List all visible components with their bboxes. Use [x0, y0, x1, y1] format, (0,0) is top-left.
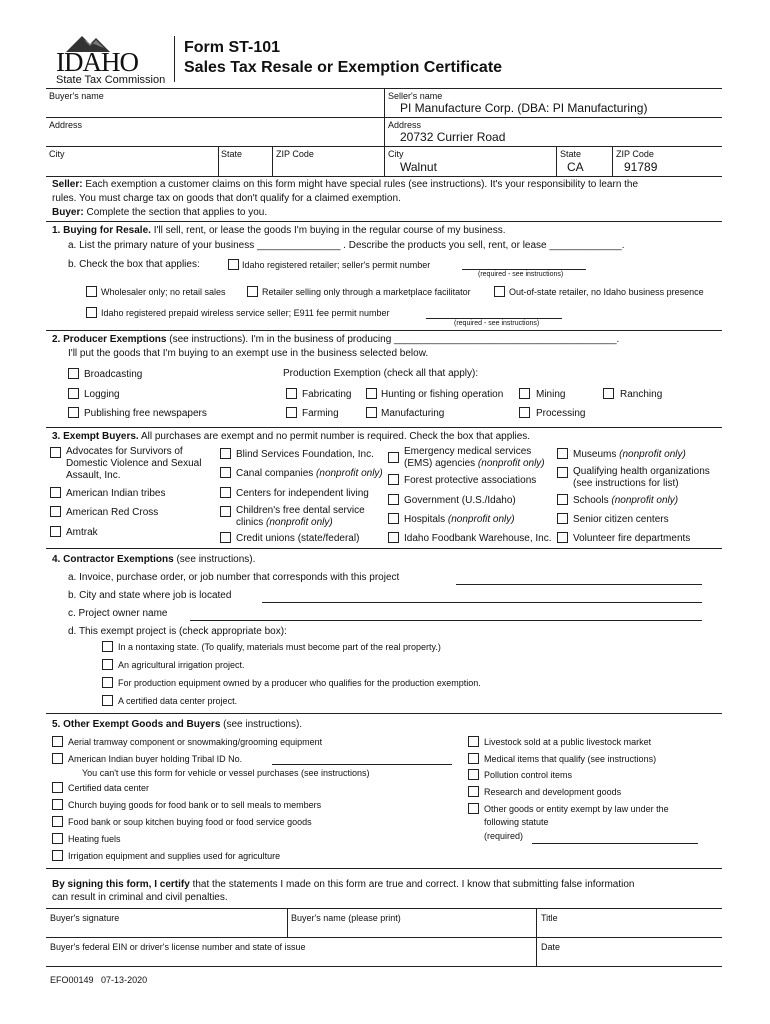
sig-bottom-rule — [46, 966, 722, 967]
s4-b: b. City and state where job is located — [68, 590, 232, 601]
medical-items-label: Medical items that qualify (see instructions) — [484, 754, 657, 764]
broadcasting-label: Broadcasting — [84, 369, 143, 380]
foodbank-checkbox[interactable] — [388, 532, 399, 543]
row-rule-3 — [46, 176, 722, 177]
blind-services-checkbox[interactable] — [220, 448, 231, 459]
health-orgs-label-1: Qualifying health organizations — [573, 466, 710, 477]
ems-note: (nonprofit only) — [477, 458, 545, 469]
production-heading: Production Exemption (check all that apply): — [283, 368, 479, 379]
idaho-logo — [44, 30, 172, 86]
seller-zip-field[interactable]: 91789 — [624, 160, 658, 174]
government-checkbox[interactable] — [388, 494, 399, 505]
buyer-print-name-label: Buyer's name (please print) — [291, 913, 401, 923]
fabricating-label: Fabricating — [302, 389, 352, 400]
idaho-retailer-label: Idaho registered retailer; seller's permit number — [242, 260, 431, 270]
nontaxing-state-label: In a nontaxing state. (To qualify, materials must become part of the real property.) — [118, 642, 441, 652]
health-orgs-checkbox[interactable] — [557, 467, 568, 478]
date-field[interactable] — [540, 951, 720, 965]
date-label: Date — [541, 942, 561, 952]
title-label: Title — [541, 913, 558, 923]
prepaid-wireless-label: Idaho registered prepaid wireless service seller; E911 fee permit number — [101, 308, 390, 318]
sig-mid-rule — [46, 937, 722, 938]
broadcasting-checkbox[interactable] — [68, 368, 79, 379]
buyer-state-field[interactable] — [220, 158, 270, 174]
wholesaler-label: Wholesaler only; no retail sales — [101, 287, 226, 297]
hospitals-note: (nonprofit only) — [447, 514, 515, 525]
schools-checkbox[interactable] — [557, 494, 568, 505]
tribal-id-line[interactable] — [272, 764, 452, 765]
dental-checkbox[interactable] — [220, 506, 231, 517]
tribal-id-checkbox[interactable] — [52, 753, 63, 764]
data-center-project-checkbox[interactable] — [102, 695, 113, 706]
irrigation-project-label: An agricultural irrigation project. — [118, 660, 245, 670]
seller-name-label: Seller's name — [388, 91, 443, 101]
form-title: Sales Tax Resale or Exemption Certificate — [184, 59, 503, 76]
food-bank-label: Food bank or soup kitchen buying food or food service goods — [68, 817, 312, 827]
out-of-state-checkbox[interactable] — [494, 286, 505, 297]
pollution-control-label: Pollution control items — [484, 770, 573, 780]
farming-label: Farming — [302, 408, 339, 419]
seller-city-label: City — [388, 149, 404, 159]
buyer-state-label: State — [221, 149, 243, 159]
idaho-retailer-checkbox[interactable] — [228, 259, 239, 270]
other-goods-label-3: (required) — [484, 831, 524, 841]
seller-city-field[interactable]: Walnut — [400, 160, 437, 174]
production-equipment-checkbox[interactable] — [102, 677, 113, 688]
buyer-name-label: Buyer's name — [49, 91, 104, 101]
certified-data-center-label: Certified data center — [68, 783, 150, 793]
seller-address-label: Address — [388, 120, 422, 130]
s2-heading — [52, 334, 619, 345]
s5-title: 5. Other Exempt Goods and Buyers — [52, 719, 221, 730]
sig-divider-1 — [287, 908, 288, 937]
row-rule-1 — [46, 117, 722, 118]
buyer-city-field[interactable] — [48, 158, 214, 174]
irrigation-equipment-label: Irrigation equipment and supplies used for agriculture — [68, 851, 281, 861]
museums-text: Museums — [573, 449, 620, 460]
section-rule-4 — [46, 548, 722, 549]
processing-checkbox[interactable] — [519, 407, 530, 418]
agency-name: State Tax Commission — [56, 74, 166, 86]
amtrak-checkbox[interactable] — [50, 526, 61, 537]
out-of-state-label: Out-of-state retailer, no Idaho business presence — [509, 287, 704, 297]
logging-checkbox[interactable] — [68, 388, 79, 399]
independent-living-checkbox[interactable] — [220, 487, 231, 498]
ems-text: (EMS) agencies — [404, 458, 478, 469]
footer — [50, 975, 147, 985]
processing-label: Processing — [536, 408, 586, 419]
wholesaler-checkbox[interactable] — [86, 286, 97, 297]
s4-c: c. Project owner name — [68, 608, 168, 619]
schools-label — [573, 495, 678, 506]
seller-address-field[interactable]: 20732 Currier Road — [400, 130, 506, 144]
s1-heading — [52, 225, 505, 236]
s1-a: a. List the primary nature of your business _______________ . Describe the products you sell, rent, or lease _____________. — [68, 240, 625, 251]
museums-note: (nonprofit only) — [619, 449, 686, 460]
publishing-label: Publishing free newspapers — [84, 408, 207, 419]
heating-fuels-label: Heating fuels — [68, 834, 121, 844]
hunting-checkbox[interactable] — [366, 388, 377, 399]
credit-unions-label: Credit unions (state/federal) — [236, 533, 360, 544]
museums-checkbox[interactable] — [557, 448, 568, 459]
other-goods-checkbox[interactable] — [468, 803, 479, 814]
buyer-zip-field[interactable] — [274, 158, 382, 174]
form-code: EFO00149 — [50, 975, 94, 985]
tribal-note: You can't use this form for vehicle or vessel purchases (see instructions) — [82, 768, 370, 778]
s2-title-rest: (see instructions). I'm in the business of producing ________________________________________. — [166, 334, 620, 345]
intro-buyer-lead: Buyer: — [52, 207, 84, 218]
s5-heading — [52, 719, 302, 730]
tribal-id-label: American Indian buyer holding Tribal ID No. — [68, 754, 243, 764]
seller-state-field[interactable]: CA — [567, 160, 584, 174]
pollution-control-checkbox[interactable] — [468, 769, 479, 780]
seller-name-field[interactable]: PI Manufacture Corp. (DBA: PI Manufacturing) — [400, 101, 648, 115]
other-goods-label-1: Other goods or entity exempt by law under the — [484, 804, 669, 814]
red-cross-checkbox[interactable] — [50, 506, 61, 517]
s4-heading — [52, 554, 255, 565]
marketplace-checkbox[interactable] — [247, 286, 258, 297]
hospitals-text: Hospitals — [404, 514, 448, 525]
american-indian-tribes-label: American Indian tribes — [66, 488, 166, 499]
senior-label: Senior citizen centers — [573, 514, 669, 525]
credit-unions-checkbox[interactable] — [220, 532, 231, 543]
certify-text-2: can result in criminal and civil penalties. — [52, 892, 228, 903]
form-date: 07-13-2020 — [101, 975, 148, 985]
amtrak-label: Amtrak — [66, 527, 98, 538]
buyer-address-field[interactable] — [48, 129, 380, 145]
mining-checkbox[interactable] — [519, 388, 530, 399]
intro-buyer — [52, 207, 267, 218]
buyer-signature-label: Buyer's signature — [50, 913, 120, 923]
title-field[interactable] — [540, 922, 720, 936]
s1-title: 1. Buying for Resale. — [52, 225, 151, 236]
fire-dept-label: Volunteer fire departments — [573, 533, 691, 544]
nontaxing-state-checkbox[interactable] — [102, 641, 113, 652]
research-label: Research and development goods — [484, 787, 622, 797]
ein-field[interactable] — [48, 951, 534, 965]
certify-lead: By signing this form, I certify — [52, 879, 190, 890]
canal-checkbox[interactable] — [220, 467, 231, 478]
american-indian-tribes-checkbox[interactable] — [50, 487, 61, 498]
dental-text: clinics — [236, 517, 267, 528]
canal-note: (nonprofit only) — [316, 468, 383, 479]
logging-label: Logging — [84, 389, 120, 400]
government-label: Government (U.S./Idaho) — [404, 495, 516, 506]
job-location-line[interactable] — [262, 602, 702, 603]
advocates-label-3: Assault, Inc. — [66, 470, 121, 481]
buyer-name-field[interactable] — [48, 100, 380, 116]
s4-a: a. Invoice, purchase order, or job number that corresponds with this project — [68, 572, 400, 583]
s4-d: d. This exempt project is (check appropriate box): — [68, 626, 287, 637]
row-rule-2 — [46, 146, 722, 147]
medical-items-checkbox[interactable] — [468, 753, 479, 764]
buyer-zip-rule — [272, 146, 273, 176]
section-rule-2 — [46, 330, 722, 331]
section-rule-6 — [46, 868, 722, 869]
sig-divider-2 — [536, 908, 537, 966]
advocates-checkbox[interactable] — [50, 447, 61, 458]
publishing-checkbox[interactable] — [68, 407, 79, 418]
production-equipment-label: For production equipment owned by a producer who qualifies for the production exemption. — [118, 678, 481, 688]
livestock-checkbox[interactable] — [468, 736, 479, 747]
ems-label-1: Emergency medical services — [404, 446, 532, 457]
dental-label-2 — [236, 517, 333, 528]
intro-buyer-text: Complete the section that applies to you. — [83, 207, 268, 218]
fabricating-checkbox[interactable] — [286, 388, 297, 399]
health-orgs-label-2: (see instructions for list) — [573, 478, 679, 489]
prepaid-wireless-checkbox[interactable] — [86, 307, 97, 318]
canal-text: Canal companies — [236, 468, 317, 479]
marketplace-label: Retailer selling only through a marketplace facilitator — [262, 287, 471, 297]
intro-seller-2: rules. You must charge tax on goods that don't qualify for a claimed exemption. — [52, 193, 401, 204]
mining-label: Mining — [536, 389, 566, 400]
seller-zip-rule — [612, 146, 613, 176]
certified-data-center-checkbox[interactable] — [52, 782, 63, 793]
dental-note: (nonprofit only) — [266, 517, 333, 528]
hospitals-checkbox[interactable] — [388, 513, 399, 524]
advocates-label-1: Advocates for Survivors of — [66, 446, 183, 457]
hospitals-label — [404, 514, 515, 525]
irrigation-project-checkbox[interactable] — [102, 659, 113, 670]
block-center-rule — [384, 88, 385, 176]
section-rule-5 — [46, 713, 722, 714]
seller-zip-label: ZIP Code — [616, 149, 654, 159]
s1-b: b. Check the box that applies: — [68, 259, 200, 270]
required-note-1: (required - see instructions) — [478, 271, 564, 278]
required-note-2: (required - see instructions) — [454, 320, 540, 327]
ems-checkbox[interactable] — [388, 452, 399, 463]
museums-label — [573, 449, 686, 460]
s5-title-rest: (see instructions). — [220, 719, 303, 730]
red-cross-label: American Red Cross — [66, 507, 159, 518]
ein-label: Buyer's federal EIN or driver's license number and state of issue — [50, 942, 306, 952]
s4-title-rest: (see instructions). — [173, 554, 256, 565]
ranching-label: Ranching — [620, 389, 663, 400]
buyer-state-rule — [218, 146, 219, 176]
certify-body: that the statements I made on this form are true and correct. I know that submitting false information — [189, 879, 635, 890]
independent-living-label: Centers for independent living — [236, 488, 369, 499]
other-goods-label-2: following statute — [484, 817, 549, 827]
farming-checkbox[interactable] — [286, 407, 297, 418]
s3-title-rest: All purchases are exempt and no permit number is required. Check the box that applies. — [138, 431, 531, 442]
s4-title: 4. Contractor Exemptions — [52, 554, 174, 565]
intro-seller-lead: Seller: — [52, 179, 83, 190]
statute-line[interactable] — [532, 843, 698, 844]
research-checkbox[interactable] — [468, 786, 479, 797]
seller-state-rule — [556, 146, 557, 176]
sig-top-rule — [46, 908, 722, 909]
dental-label-1: Children's free dental service — [236, 505, 365, 516]
senior-checkbox[interactable] — [557, 513, 568, 524]
owner-name-line[interactable] — [190, 620, 702, 621]
seller-state-label: State — [560, 149, 582, 159]
church-checkbox[interactable] — [52, 799, 63, 810]
intro-seller — [52, 179, 638, 190]
church-label: Church buying goods for food bank or to sell meals to members — [68, 800, 322, 810]
food-bank-checkbox[interactable] — [52, 816, 63, 827]
form-number: Form ST-101 — [184, 39, 281, 56]
job-number-line[interactable] — [456, 584, 702, 585]
advocates-label-2: Domestic Violence and Sexual — [66, 458, 202, 469]
aerial-tramway-checkbox[interactable] — [52, 736, 63, 747]
fire-dept-checkbox[interactable] — [557, 532, 568, 543]
s3-title: 3. Exempt Buyers. — [52, 431, 139, 442]
s1-title-rest: I'll sell, rent, or lease the goods I'm buying in the regular course of my business. — [150, 225, 506, 236]
e911-permit-line[interactable] — [426, 318, 562, 319]
s2-title: 2. Producer Exemptions — [52, 334, 167, 345]
forest-label: Forest protective associations — [404, 475, 537, 486]
data-center-project-label: A certified data center project. — [118, 696, 238, 706]
aerial-tramway-label: Aerial tramway component or snowmaking/grooming equipment — [68, 737, 323, 747]
canal-label — [236, 468, 383, 479]
section-rule-3 — [46, 427, 722, 428]
blind-services-label: Blind Services Foundation, Inc. — [236, 449, 374, 460]
manufacturing-label: Manufacturing — [381, 408, 445, 419]
buyer-address-label: Address — [49, 120, 83, 130]
buyer-city-label: City — [49, 149, 65, 159]
buyer-signature-field[interactable] — [48, 922, 284, 936]
heating-fuels-checkbox[interactable] — [52, 833, 63, 844]
hunting-label: Hunting or fishing operation — [381, 389, 504, 400]
foodbank-label: Idaho Foodbank Warehouse, Inc. — [404, 533, 552, 544]
irrigation-equipment-checkbox[interactable] — [52, 850, 63, 861]
forest-checkbox[interactable] — [388, 474, 399, 485]
s2-line2: I'll put the goods that I'm buying to an exempt use in the business selected below. — [68, 348, 429, 359]
header-divider — [174, 36, 175, 82]
permit-number-line[interactable] — [462, 269, 586, 270]
schools-text: Schools — [573, 495, 612, 506]
manufacturing-checkbox[interactable] — [366, 407, 377, 418]
section-rule-1 — [46, 221, 722, 222]
ems-label-2 — [404, 458, 545, 469]
certify-text — [52, 879, 634, 890]
buyer-zip-label: ZIP Code — [276, 149, 314, 159]
ranching-checkbox[interactable] — [603, 388, 614, 399]
intro-seller-text: Each exemption a customer claims on this form might have special rules (see instructions). It's your responsibility to learn the — [82, 179, 639, 190]
buyer-print-name-field[interactable] — [290, 922, 534, 936]
schools-note: (nonprofit only) — [611, 495, 679, 506]
logo-wordmark: IDAHO — [56, 47, 138, 77]
livestock-label: Livestock sold at a public livestock market — [484, 737, 652, 747]
s3-heading — [52, 431, 530, 442]
